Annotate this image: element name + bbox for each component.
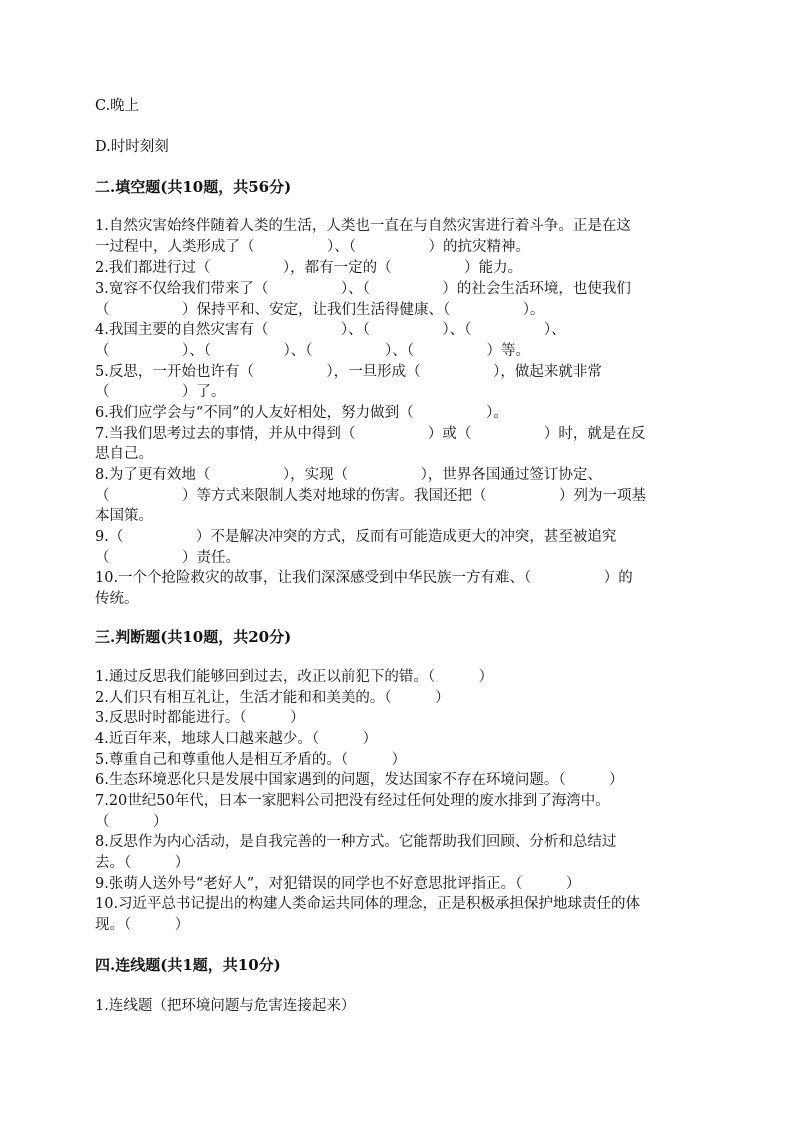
judge-line: 6.生态环境恶化只是发展中国家遇到的问题，发达国家不存在环境问题。（ ） — [95, 772, 624, 788]
fill-line: （ ）、（ ）、（ ）、（ ）等。 — [95, 343, 530, 359]
judge-line: 现。（ ） — [95, 917, 190, 933]
fill-line: （ ）了。 — [95, 384, 226, 400]
fill-line: 9.（ ）不是解决冲突的方式，反而有可能造成更大的冲突，甚至被追究 — [95, 529, 617, 545]
judge-line: 9.张萌人送外号“老好人”，对犯错误的同学也不好意思批评指正。（ ） — [95, 876, 581, 892]
section-title-judge: 三.判断题(共10题，共20分) — [95, 628, 292, 646]
fill-line: 一过程中，人类形成了（ ）、（ ）的抗灾精神。 — [95, 239, 530, 255]
section-title-connect: 四.连线题(共1题，共10分) — [95, 956, 281, 974]
fill-line: 7.当我们思考过去的事情，并从中得到（ ）或（ ）时，就是在反 — [95, 426, 646, 442]
fill-line: （ ）保持平和、安定，让我们生活得健康、（ ）。 — [95, 302, 545, 318]
judge-line: 10.习近平总书记提出的构建人类命运共同体的理念，正是积极承担保护地球责任的体 — [95, 896, 641, 912]
judge-line: 8.反思作为内心活动，是自我完善的一种方式。它能帮助我们回顾、分析和总结过 — [95, 834, 617, 850]
fill-line: 思自己。 — [95, 446, 153, 462]
judge-line: 去。（ ） — [95, 855, 190, 871]
judge-line: 5.尊重自己和尊重他人是相互矛盾的。（ ） — [95, 752, 407, 768]
fill-line: 5.反思，一开始也许有（ ），一旦形成（ ），做起来就非常 — [95, 364, 602, 380]
fill-line: 1.自然灾害始终伴随着人类的生活，人类也一直在与自然灾害进行着斗争。正是在这 — [95, 218, 631, 234]
judge-line: （ ） — [95, 814, 168, 830]
option-d: D.时时刻刻 — [95, 139, 169, 155]
fill-line: 6.我们应学会与“不同”的人友好相处，努力做到（ ）。 — [95, 405, 508, 421]
fill-line: 8.为了更有效地（ ），实现（ ），世界各国通过签订协定、 — [95, 467, 602, 483]
connect-line: 1.连线题（把环境问题与危害连接起来） — [95, 998, 356, 1014]
fill-line: 10.一个个抢险救灾的故事，让我们深深感受到中华民族一方有难、（ ）的 — [95, 570, 633, 586]
judge-line: 3.反思时时都能进行。（ ） — [95, 710, 305, 726]
section-title-fill: 二.填空题(共10题，共56分) — [95, 178, 292, 196]
fill-line: 4.我国主要的自然灾害有（ ）、（ ）、（ ）、 — [95, 322, 566, 338]
fill-line: （ ）责任。 — [95, 550, 240, 566]
option-c: C.晚上 — [95, 98, 140, 114]
fill-line: 传统。 — [95, 591, 139, 607]
judge-line: 7.20世纪50年代，日本一家肥料公司把没有经过任何处理的废水排到了海湾中。 — [95, 793, 610, 809]
judge-line: 1.通过反思我们能够回到过去，改正以前犯下的错。（ ） — [95, 669, 494, 685]
fill-line: 3.宽容不仅给我们带来了（ ）、（ ）的社会生活环境，也使我们 — [95, 281, 631, 297]
fill-line: 2.我们都进行过（ ），都有一定的（ ）能力。 — [95, 260, 523, 276]
fill-line: （ ）等方式来限制人类对地球的伤害。我国还把（ ）列为一项基 — [95, 488, 646, 504]
judge-line: 4.近百年来，地球人口越来越少。（ ） — [95, 731, 378, 747]
fill-line: 本国策。 — [95, 508, 153, 524]
judge-line: 2.人们只有相互礼让，生活才能和和美美的。（ ） — [95, 690, 450, 706]
